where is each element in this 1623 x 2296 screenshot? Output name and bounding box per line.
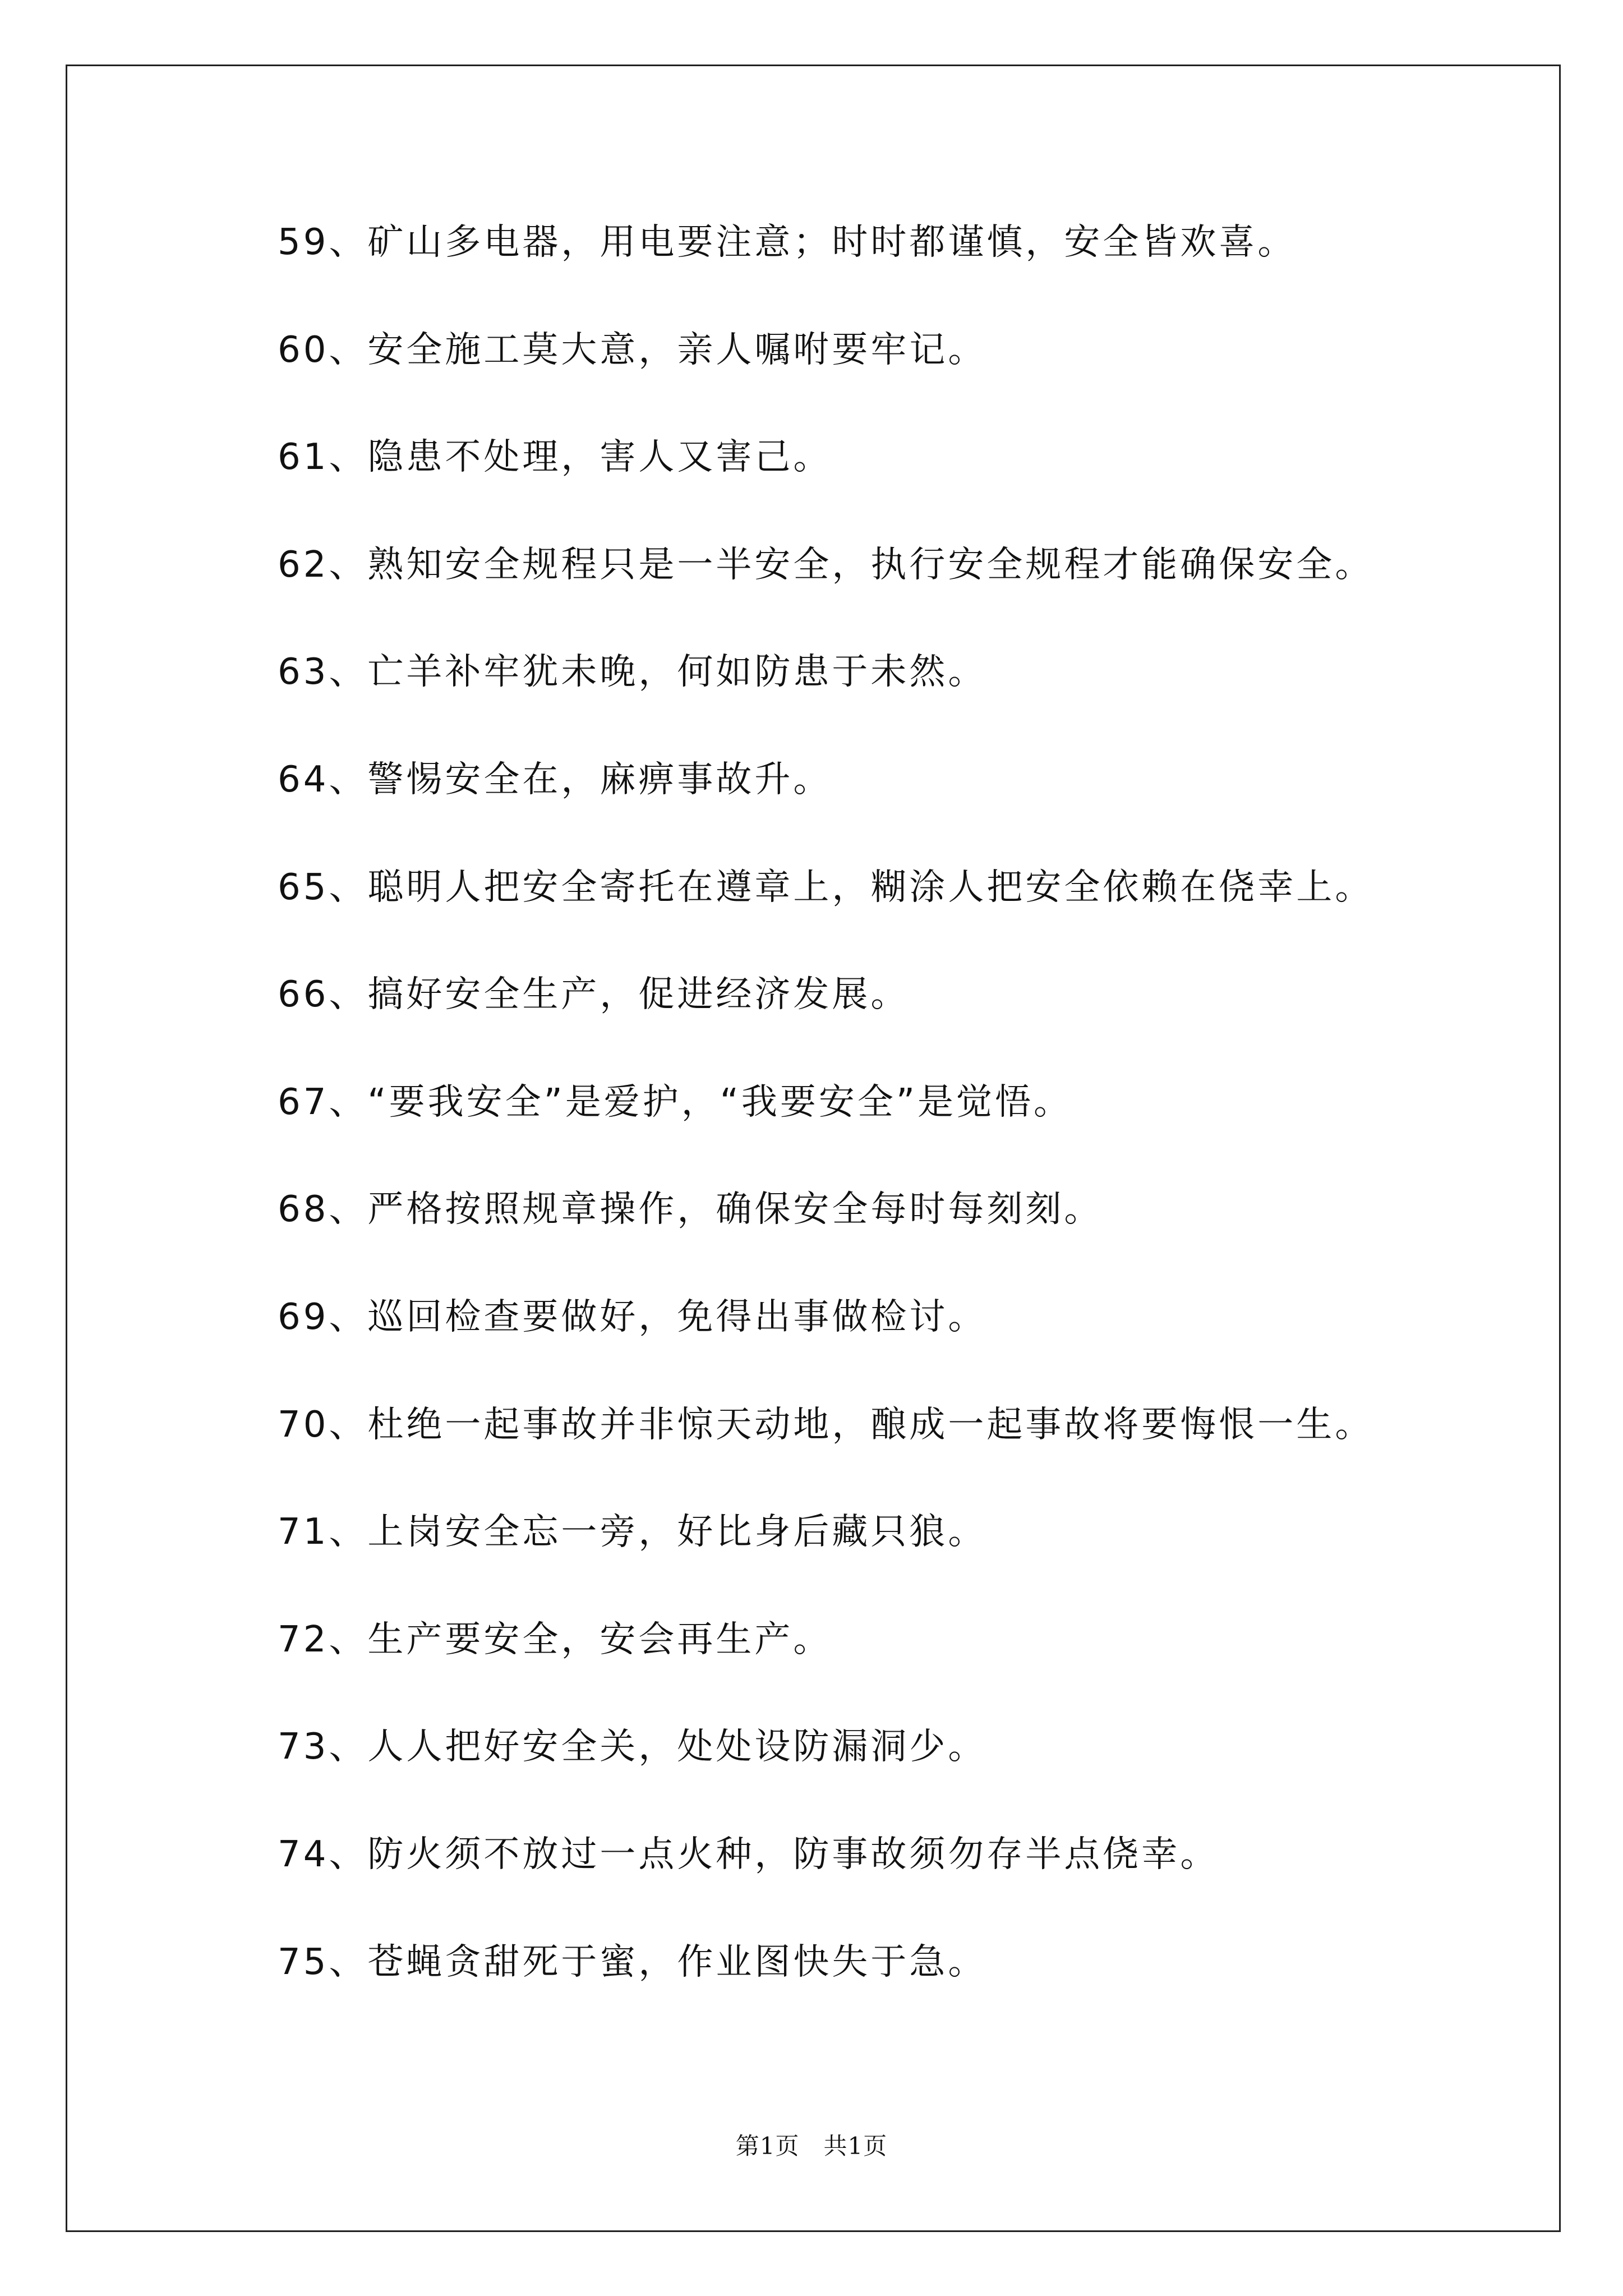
- slogan-line: 70、杜绝一起事故并非惊天动地，酿成一起事故将要悔恨一生。: [278, 1404, 1374, 1446]
- slogan-line: 75、苍蝇贪甜死于蜜，作业图快失于急。: [278, 1941, 987, 1983]
- slogan-line: 69、巡回检查要做好，免得出事做检讨。: [278, 1296, 987, 1338]
- slogan-line: 64、警惕安全在，麻痹事故升。: [278, 758, 832, 800]
- slogan-line: 72、生产要安全，安会再生产。: [278, 1618, 832, 1660]
- slogan-line: 61、隐患不处理，害人又害己。: [278, 436, 832, 478]
- slogan-line: 74、防火须不放过一点火种，防事故须勿存半点侥幸。: [278, 1833, 1219, 1875]
- slogan-line: 59、矿山多电器，用电要注意；时时都谨慎，安全皆欢喜。: [278, 222, 1297, 263]
- slogan-line: 67、“要我安全”是爱护，“我要安全”是觉悟。: [278, 1081, 1073, 1123]
- slogan-line: 63、亡羊补牢犹未晚，何如防患于未然。: [278, 651, 987, 693]
- slogan-line: 68、严格按照规章操作，确保安全每时每刻刻。: [278, 1189, 1103, 1231]
- slogan-line: 71、上岗安全忘一旁，好比身后藏只狼。: [278, 1511, 987, 1553]
- slogan-line: 66、搞好安全生产，促进经济发展。: [278, 974, 910, 1016]
- slogan-line: 65、聪明人把安全寄托在遵章上，糊涂人把安全依赖在侥幸上。: [278, 866, 1374, 908]
- slogan-line: 73、人人把好安全关，处处设防漏洞少。: [278, 1726, 987, 1768]
- slogan-list: [278, 224, 1511, 2051]
- page-footer: 第1页 共1页: [735, 2132, 888, 2160]
- slogan-line: 60、安全施工莫大意，亲人嘱咐要牢记。: [278, 329, 987, 371]
- slogan-line: 62、熟知安全规程只是一半安全，执行安全规程才能确保安全。: [278, 544, 1374, 586]
